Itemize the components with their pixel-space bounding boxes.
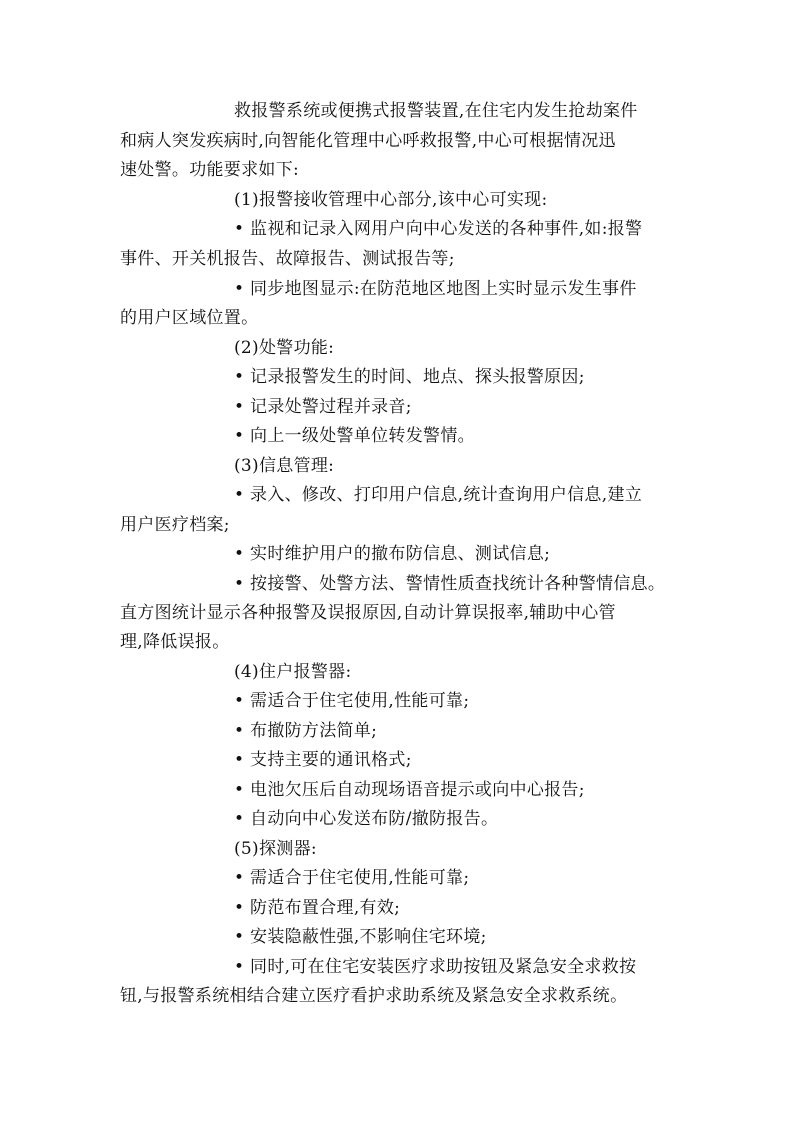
section4-heading: (4)住户报警器: xyxy=(234,662,352,682)
section1-item-continuation: 的用户区域位置。 xyxy=(120,308,259,328)
section5-heading: (5)探测器: xyxy=(234,839,317,859)
section4-item: • 布撤防方法简单; xyxy=(234,721,378,741)
section4-item: • 支持主要的通讯格式; xyxy=(234,750,412,770)
intro-line-1: 救报警系统或便携式报警装置,在住宅内发生抢劫案件 xyxy=(234,101,638,121)
section4-item: • 需适合于住宅使用,性能可靠; xyxy=(234,691,470,711)
section4-item: • 自动向中心发送布防/撤防报告。 xyxy=(234,809,499,829)
section3-item-continuation: 理,降低误报。 xyxy=(120,632,230,652)
section1-item-continuation: 事件、开关机报告、故障报告、测试报告等; xyxy=(120,249,455,269)
section3-heading: (3)信息管理: xyxy=(234,456,335,476)
section3-item-continuation: 直方图统计显示各种报警及误报原因,自动计算误报率,辅助中心管 xyxy=(120,603,616,623)
section5-item: • 防范布置合理,有效; xyxy=(234,898,401,918)
section3-item: • 按接警、处警方法、警情性质查找统计各种警情信息。 xyxy=(234,574,666,594)
section1-item: • 同步地图显示:在防范地区地图上实时显示发生事件 xyxy=(234,279,637,299)
section4-item: • 电池欠压后自动现场语音提示或向中心报告; xyxy=(234,780,585,800)
section3-item: • 实时维护用户的撤布防信息、测试信息; xyxy=(234,544,551,564)
section5-item-continuation: 钮,与报警系统相结合建立医疗看护求助系统及紧急安全求救系统。 xyxy=(120,986,628,1006)
section2-item: • 记录处警过程并录音; xyxy=(234,397,412,417)
section3-item-continuation: 用户医疗档案; xyxy=(120,515,230,535)
section5-item: • 需适合于住宅使用,性能可靠; xyxy=(234,868,470,888)
section5-item: • 同时,可在住宅安装医疗求助按钮及紧急安全求救按 xyxy=(234,957,637,977)
section2-item: • 记录报警发生的时间、地点、探头报警原因; xyxy=(234,367,585,387)
section2-heading: (2)处警功能: xyxy=(234,338,335,358)
intro-line-2: 和病人突发疾病时,向智能化管理中心呼救报警,中心可根据情况迅 xyxy=(120,131,616,151)
section5-item: • 安装隐蔽性强,不影响住宅环境; xyxy=(234,927,487,947)
section1-heading: (1)报警接收管理中心部分,该中心可实现: xyxy=(234,190,548,210)
section3-item: • 录入、修改、打印用户信息,统计查询用户信息,建立 xyxy=(234,485,643,505)
intro-line-3: 速处警。功能要求如下: xyxy=(120,160,300,180)
section2-item: • 向上一级处警单位转发警情。 xyxy=(234,426,475,446)
section1-item: • 监视和记录入网用户向中心发送的各种事件,如:报警 xyxy=(234,219,643,239)
